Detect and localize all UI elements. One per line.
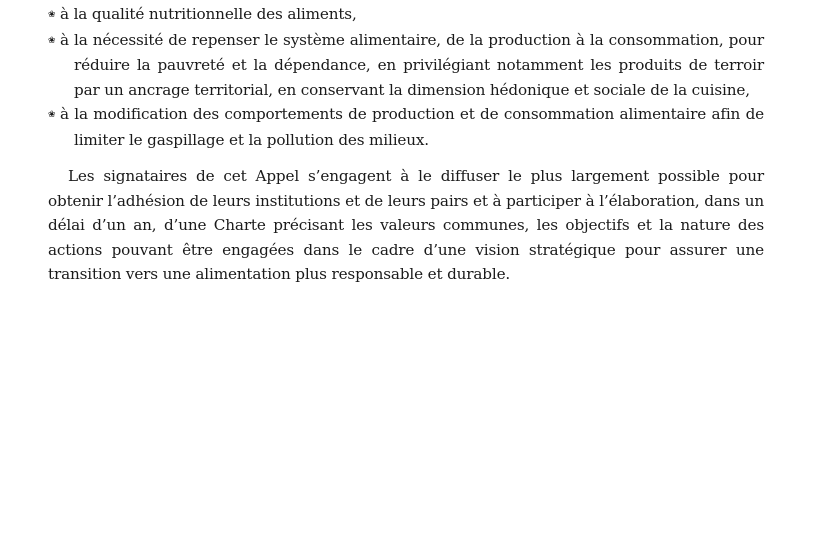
fleuron-bullet-icon: ❀ — [48, 110, 56, 120]
bullet-text: à la nécessité de repenser le système alimentaire, de la production à la consommation, pour réduire la pauvreté et la dépendance, en privilégiant notamment les produits de terroir par un ancrage territorial, en conservant la dimension hédonique et sociale de la cuisine, — [60, 30, 764, 99]
fleuron-bullet-icon: ❀ — [48, 10, 56, 20]
bullet-text: à la qualité nutritionnelle des aliments, — [60, 5, 357, 23]
bullet-item-food-system — [48, 28, 764, 103]
bullet-item-behaviour — [48, 102, 764, 152]
bullet-text: à la modification des comportements de production et de consommation alimentaire afin de limiter le gaspillage et la pollution des milieux. — [60, 105, 764, 149]
bullet-item-nutrition — [48, 2, 764, 28]
fleuron-bullet-icon: ❀ — [48, 35, 56, 46]
document-body — [48, 2, 764, 287]
signatories-paragraph: Les signataires de cet Appel s’engagent à le diffuser le plus largement possible pour obtenir l’adhésion de leurs institutions et de leurs pairs et à participer à l’élaboration, dans un délai d’un an, d’une Charte précisant les valeurs communes, les objectifs et la nature des actions pouvant être engagées dans le cadre d’une vision stratégique pour assurer une transition vers une alimentation plus responsable et durable. — [48, 167, 764, 283]
bullet-list — [48, 2, 764, 152]
